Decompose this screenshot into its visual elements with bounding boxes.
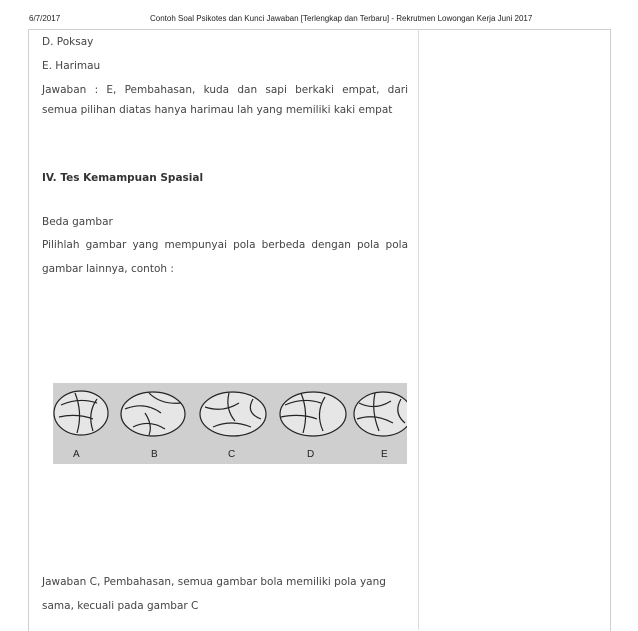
option-e: E. Harimau [42,60,101,72]
content-frame [28,29,611,631]
ball-c [200,392,266,436]
option-d: D. Poksay [42,36,94,48]
ball-d [280,392,346,436]
ball-a [54,391,108,435]
column-divider [418,29,419,630]
answer-2-line-2: sama, kecuali pada gambar C [42,600,199,612]
ball-e [354,392,407,436]
label-e: E [381,449,388,460]
page-title: Contoh Soal Psikotes dan Kunci Jawaban [Terlengkap dan Terbaru] - Rekrutmen Lowongan Kerja Juni 2017 [150,14,533,23]
ball-figure [53,383,407,464]
answer-1-line-1: Jawaban : E, Pembahasan, kuda dan sapi berkaki empat, dari [42,84,408,96]
label-d: D [307,449,315,460]
print-date: 6/7/2017 [29,14,61,23]
ball-b [121,392,185,436]
section-heading: IV. Tes Kemampuan Spasial [42,172,204,184]
ball-figure-svg [53,383,407,464]
instruction-line-2: gambar lainnya, contoh : [42,263,174,275]
answer-2-line-1: Jawaban C, Pembahasan, semua gambar bola memiliki pola yang [42,576,386,588]
label-a: A [73,449,80,460]
answer-1-line-2: semua pilihan diatas hanya harimau lah yang memiliki kaki empat [42,104,393,116]
label-c: C [228,449,236,460]
instruction-line-1: Pilihlah gambar yang mempunyai pola berbeda dengan pola pola [42,239,408,251]
subheading: Beda gambar [42,216,113,228]
label-b: B [151,449,158,460]
